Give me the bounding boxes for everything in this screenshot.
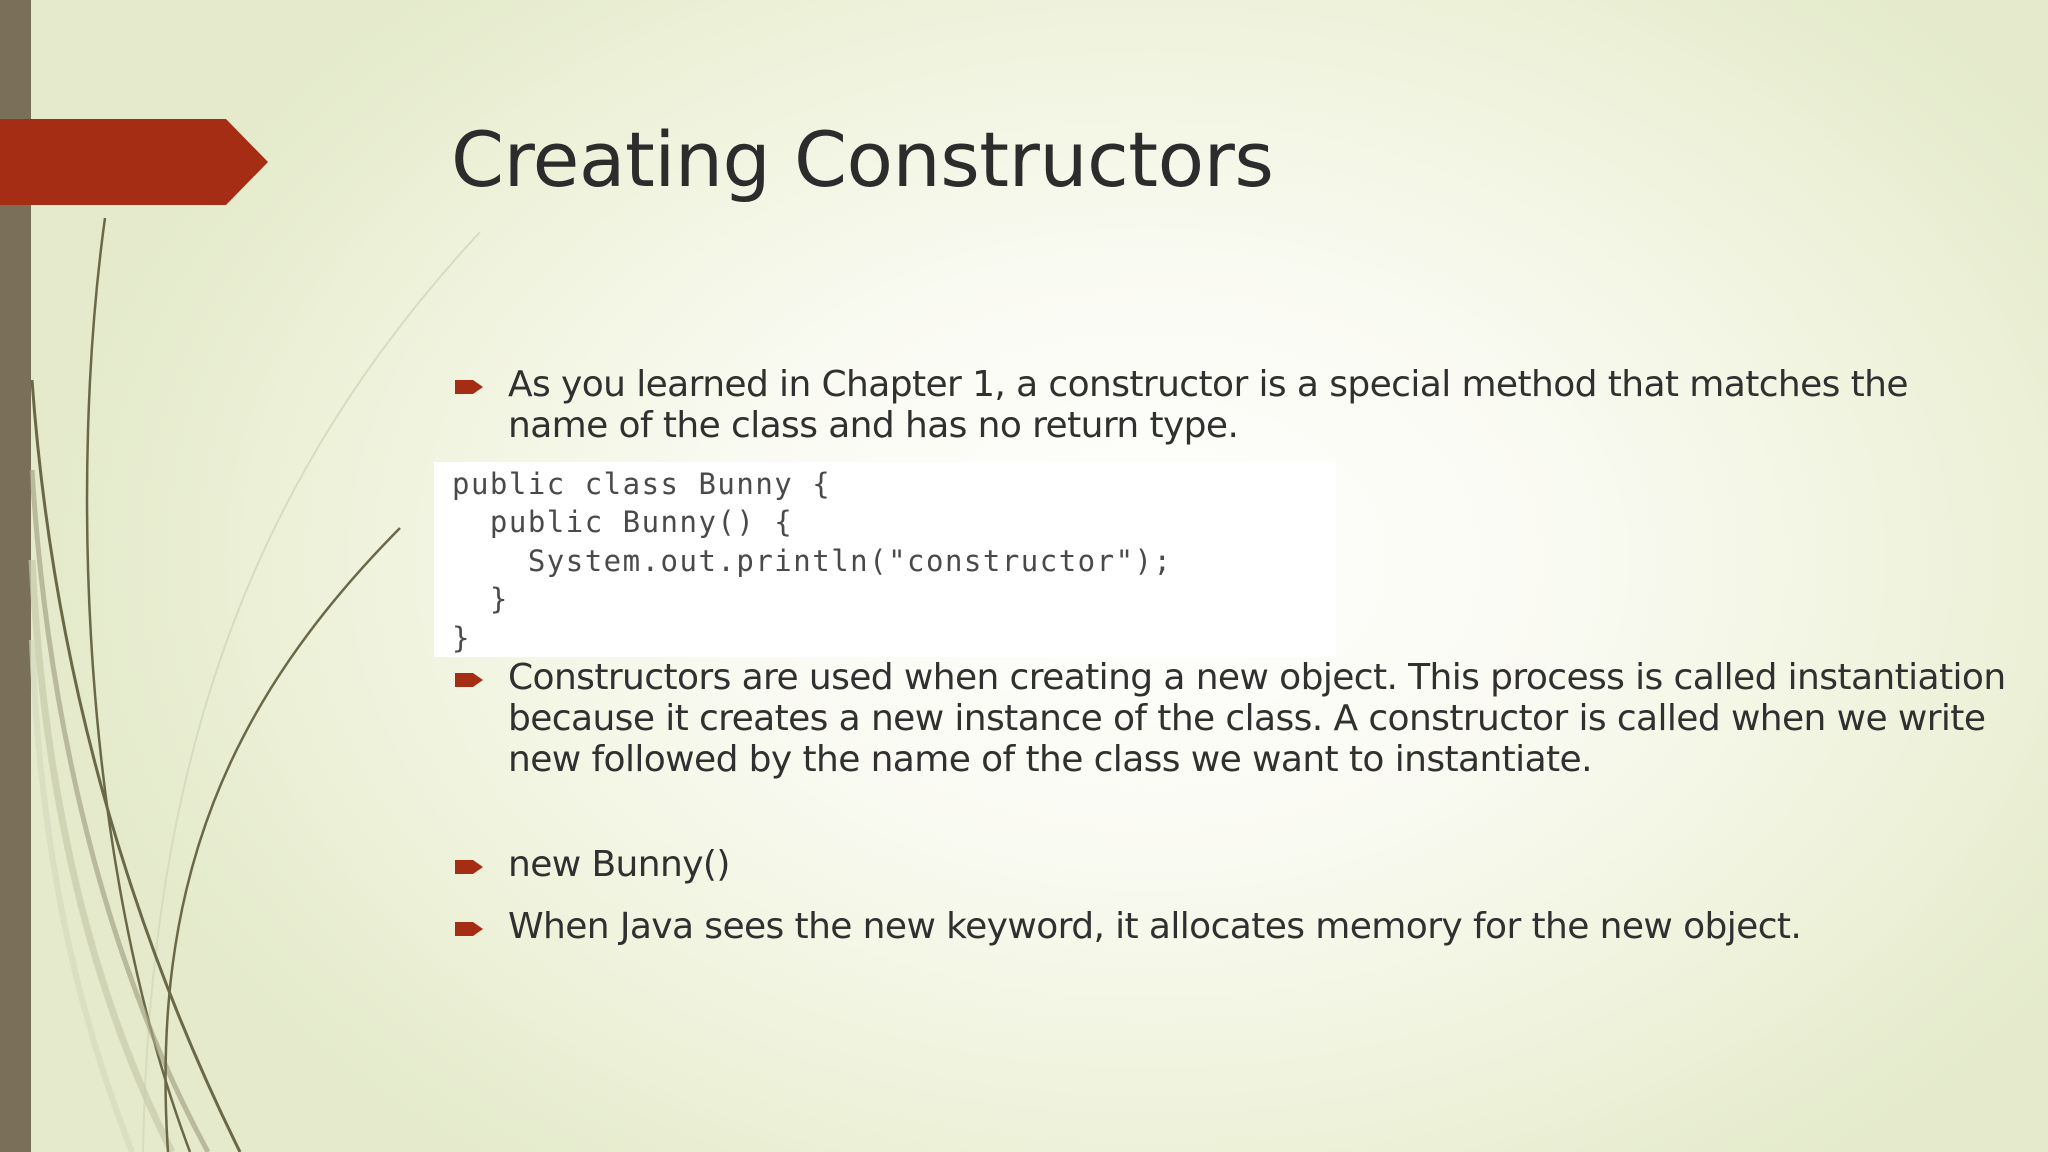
arrow-bullet-icon (453, 669, 485, 691)
arrow-bullet-icon (453, 918, 485, 940)
bullet-item (451, 364, 2011, 446)
arrow-bullet-icon (453, 856, 485, 878)
code-line: public class Bunny { (452, 467, 832, 501)
bullet-text: As you learned in Chapter 1, a constructor is a special method that matches the name of the class and has no return type. (508, 364, 1908, 446)
bullet-text: Constructors are used when creating a new object. This process is called instantiation because it creates a new instance of the class. A constructor is called when we write new followed by the name of the class we want to instantiate. (508, 657, 2006, 780)
code-line: public Bunny() { (452, 505, 794, 540)
bullet-item (451, 906, 2011, 947)
title-accent-arrow (0, 119, 268, 205)
code-snippet (434, 462, 1336, 657)
bullet-text: new Bunny() (508, 844, 730, 885)
arrow-bullet-icon (453, 376, 485, 398)
bullet-item (451, 844, 2011, 885)
slide-title: Creating Constructors (451, 115, 1274, 204)
code-line: System.out.println("constructor"); (452, 543, 1173, 578)
bullet-item (451, 657, 2011, 780)
code-line: } (452, 620, 471, 655)
code-line: } (452, 582, 509, 617)
bullet-text: When Java sees the new keyword, it allocates memory for the new object. (508, 906, 1802, 947)
